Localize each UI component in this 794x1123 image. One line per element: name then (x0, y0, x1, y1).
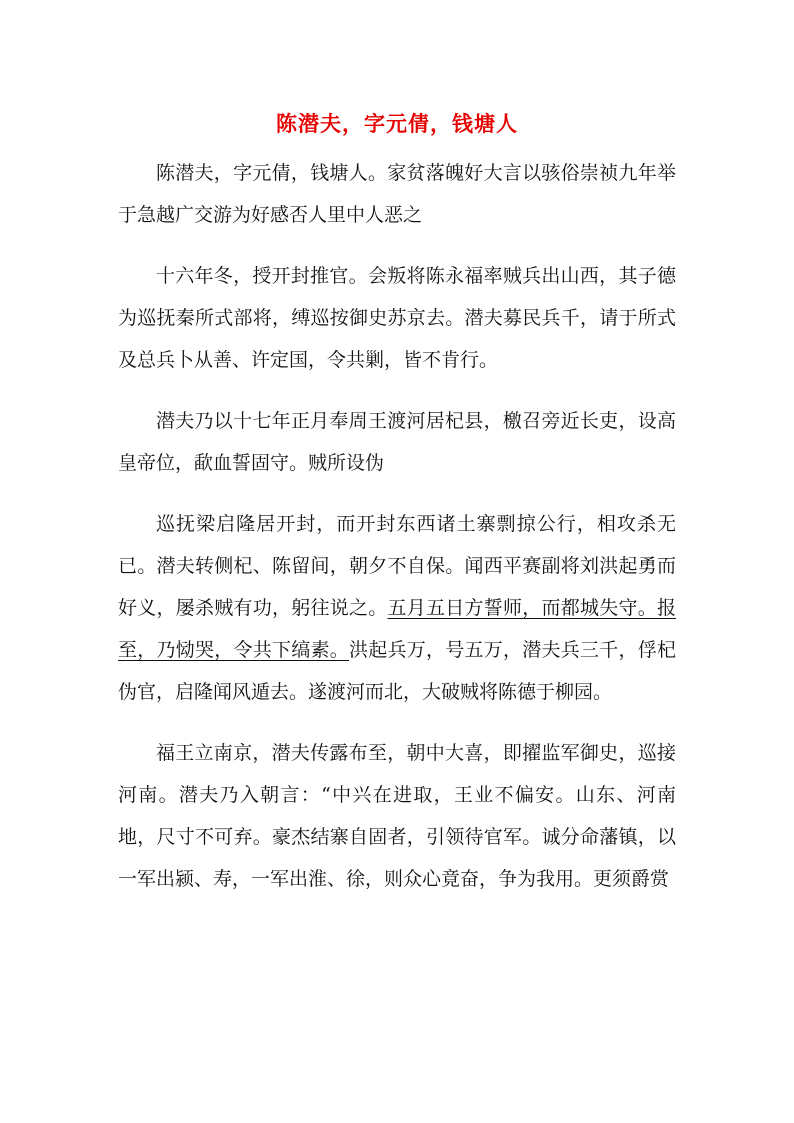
paragraph-3: 潜夫乃以十七年正月奉周王渡河居杞县，檄召旁近长吏，设高皇帝位，歃血誓固守。贼所设伪 (118, 410, 676, 474)
paragraph-4-text-before: 巡抚梁启隆居开封，而开封东西诸土寨剽掠公行，相攻杀无已。潜夫转侧杞、陈留间，朝夕不自保。闻西平赛副将刘洪起勇而好义，屡杀贼有功，躬往说之。 (118, 513, 676, 619)
underlined-passage: 五月五日方誓师，而都城失守。报至，乃恸哭，令共下缟素。 (118, 597, 676, 661)
paragraph-4 (118, 503, 676, 713)
paragraph-2: 十六年冬，授开封推官。会叛将陈永福率贼兵出山西，其子德为巡抚秦所式部将，缚巡按御史苏京去。潜夫募民兵千，请于所式及总兵卜从善、许定国，令共剿，皆不肯行。 (118, 265, 676, 371)
paragraph-1: 陈潜夫，字元倩，钱塘人。家贫落魄好大言以骇俗崇祯九年举于急越广交游为好感否人里中人恶之 (118, 162, 676, 226)
document-body (118, 152, 676, 919)
paragraph-4-text-after: 洪起兵万，号五万，潜夫兵三千，俘杞伪官，启隆闻风遁去。遂渡河而北，大破贼将陈德于柳园。 (118, 639, 676, 703)
paragraph-5: 福王立南京，潜夫传露布至，朝中大喜，即擢监军御史，巡接河南。潜夫乃入朝言：“中兴在进取，王业不偏安。山东、河南地，尺寸不可弃。豪杰结寨自固者，引领待官军。诚分命藩镇，以一军出颍、寿，一军出淮、徐，则众心竟奋，争为我用。更须爵赏 (118, 742, 676, 890)
document-title: 陈潜夫，字元倩，钱塘人 (276, 111, 518, 136)
